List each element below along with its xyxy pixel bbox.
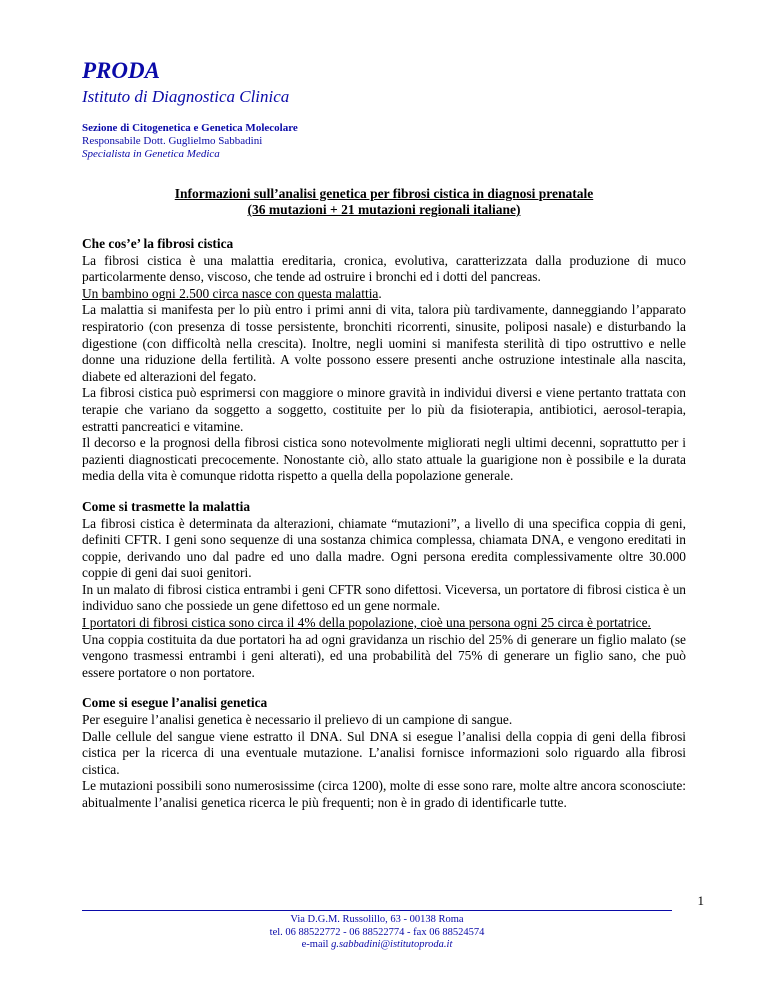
underlined-statistic: Un bambino ogni 2.500 circa nasce con questa malattia [82, 285, 379, 301]
page-number: 1 [697, 893, 704, 908]
document-title [82, 186, 686, 218]
underlined-statistic: I portatori di fibrosi cistica sono circa il 4% della popolazione, cioè una persona ogni 25 circa è portatrice. [82, 615, 651, 631]
paragraph: La fibrosi cistica è una malattia ereditaria, cronica, evolutiva, caratterizzata dalla produzione di muco particolarmente denso, viscoso, che tende ad ostruire i bronchi ed i dotti del pancreas. [82, 252, 686, 285]
paragraph: La fibrosi cistica può esprimersi con maggiore o minore gravità in individui diversi e viene pertanto trattata con terapie che variano da soggetto a soggetto, costituite per lo più da fisioterapia, antibiotici, aerosol-terapia, estratti pancreatici e vitamine. [82, 385, 686, 434]
letterhead [82, 58, 298, 161]
paragraph: Le mutazioni possibili sono numerosissime (circa 1200), molte di esse sono rare, molte altre ancora sconosciute: abitualmente l’analisi genetica ricerca le più frequenti; non è in grado di identificarle tutte. [82, 778, 686, 810]
footer-address: Via D.G.M. Russolillo, 63 - 00138 Roma [290, 914, 464, 925]
title-line-2: (36 mutazioni + 21 mutazioni regionali italiane) [247, 202, 521, 217]
paragraph: In un malato di fibrosi cistica entrambi i geni CFTR sono difettosi. Viceversa, un portatore di fibrosi cistica è un individuo sano che possiede un gene difettoso ed un gene normale. [82, 581, 686, 614]
title-line-1: Informazioni sull’analisi genetica per fibrosi cistica in diagnosi prenatale [174, 186, 594, 201]
paragraph: Per eseguire l’analisi genetica è necessario il prelievo di un campione di sangue. [82, 712, 513, 728]
paragraph: La fibrosi cistica è determinata da alterazioni, chiamate “mutazioni”, a livello di una specifica coppia di geni, definiti CFTR. I geni sono sequenze di una sostanza chimica complessa, chiamata DNA, e vengono ereditati in coppie, derivando uno dal padre ed uno dalla madre. Ogni persona eredita complessivamente oltre 30.000 coppie di geni dai suoi genitori. [82, 515, 686, 581]
footer-phones: tel. 06 88522772 - 06 88522774 - fax 06 88524574 [269, 926, 485, 938]
footer-email-link[interactable]: g.sabbadini@istitutoproda.it [331, 939, 453, 950]
institute-brand: PRODA [82, 58, 160, 83]
department-name: Sezione di Citogenetica e Genetica Molecolare [82, 122, 298, 134]
footer-email-line: e-mail g.sabbadini@istitutoproda.it [301, 939, 453, 950]
paragraph: Una coppia costituita da due portatori ha ad ogni gravidanza un rischio del 25% di generare un figlio malato (se vengono trasmessi entrambi i geni alterati), ed una probabilità del 75% di generare un figlio sano, che può essere portatore o non portatore. [82, 631, 686, 680]
document-body [82, 236, 686, 812]
section-heading-analysis: Come si esegue l’analisi genetica [82, 695, 268, 711]
institute-subtitle: Istituto di Diagnostica Clinica [82, 87, 290, 106]
section-heading-transmission: Come si trasmette la malattia [82, 498, 251, 514]
department-specialist: Specialista in Genetica Medica [82, 148, 220, 160]
footer-divider [82, 910, 672, 911]
paragraph: Un bambino ogni 2.500 circa nasce con questa malattia. [82, 285, 382, 301]
paragraph: Il decorso e la prognosi della fibrosi cistica sono notevolmente migliorati negli ultimi decenni, soprattutto per i pazienti diagnosticati precocemente. Nonostante ciò, allo stato attuale la guarigione non è possibile e la durata media della vita è comunque ridotta rispetto a quella della popolazione generale. [82, 435, 686, 484]
department-responsible: Responsabile Dott. Guglielmo Sabbadini [82, 135, 263, 147]
footer [82, 914, 672, 952]
paragraph: La malattia si manifesta per lo più entro i primi anni di vita, talora più tardivamente, danneggiando l’apparato respiratorio (con presenza di tosse persistente, bronchiti ricorrenti, sinusite, poliposi nasale) e disturbando la digestione (con difficoltà nella crescita). Inoltre, negli uomini si manifesta sterilità di tipo ostruttivo e nelle donne una riduzione della fertilità. A volte possono essere presenti anche ostruzione intestinale alla nascita, diabete ed alterazioni del fegato. [82, 302, 686, 384]
paragraph: Dalle cellule del sangue viene estratto il DNA. Sul DNA si esegue l’analisi della coppia di geni della fibrosi cistica per la ricerca di una eventuale mutazione. L’analisi fornisce informazioni solo riguardo alla fibrosi cistica. [82, 728, 686, 777]
section-heading-what-is: Che cos’e’ la fibrosi cistica [82, 236, 234, 251]
